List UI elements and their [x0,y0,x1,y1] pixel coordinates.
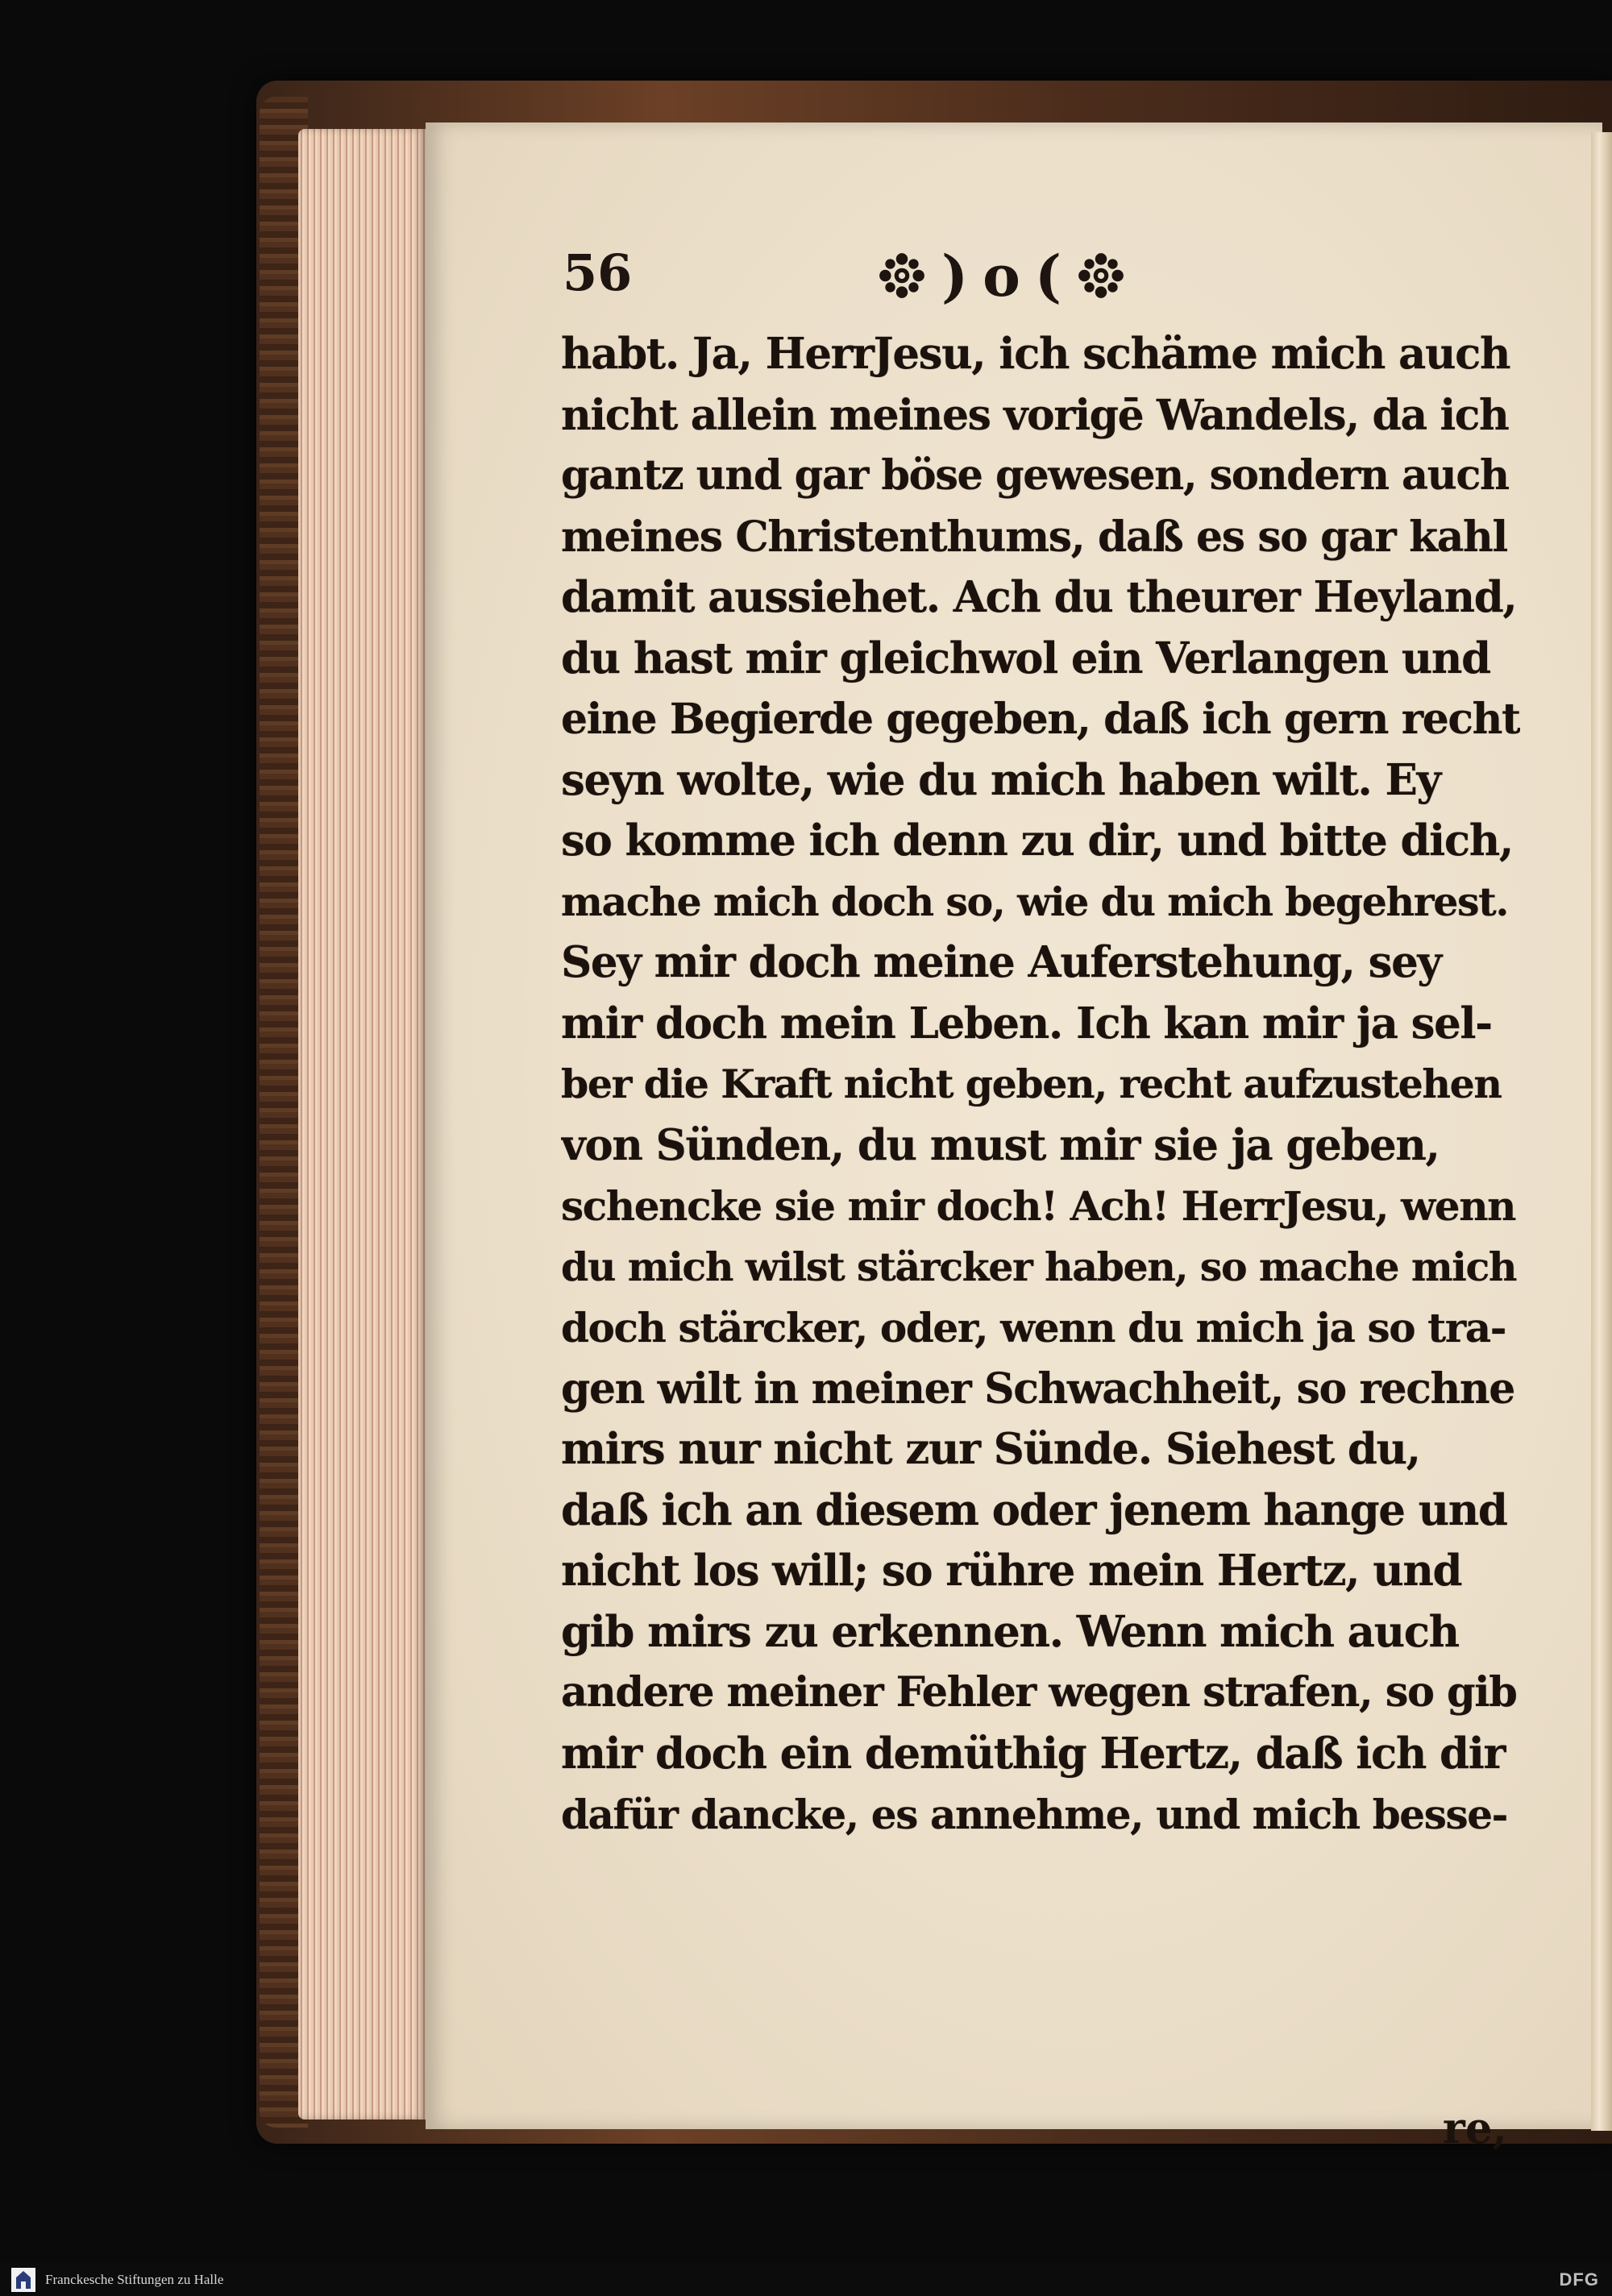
page-edges [298,129,426,2120]
book [256,81,1612,2144]
text-line: nicht los will; so rühre mein Hertz, und [561,1546,1462,1596]
text-line: von Sünden, du must mir sie ja geben, [561,1119,1440,1170]
text-line: gib mirs zu erkennen. Wenn mich auch [561,1606,1459,1657]
text-line: du hast mir gleichwol ein Verlangen und [561,633,1490,683]
text-line: doch stärcker, oder, wenn du mich ja so tra- [561,1304,1506,1351]
text-line: seyn wolte, wie du mich haben wilt. Ey [561,754,1440,805]
book-page [426,122,1602,2129]
text-line: eine Begierde gegeben, daß ich gern recht [561,695,1520,744]
text-line: meines Christenthums, daß es so gar kahl [561,512,1507,562]
ornament-circle: o [983,242,1020,309]
dfg-logo: DFG [1559,2269,1599,2290]
text-line: damit aussiehet. Ach du theurer Heyland, [561,572,1517,622]
flower-ornament-icon [1076,251,1126,301]
facing-page-edge [1591,132,1612,2131]
ornament-paren-left: ) [941,242,969,309]
text-line: du mich wilst stärcker haben, so mache mich [561,1243,1517,1290]
text-line: mache mich doch so, wie du mich begehrest. [561,878,1509,925]
catchword: re, [1442,2103,1507,2153]
text-line: daß ich an diesem oder jenem hange und [561,1484,1507,1535]
body-text [561,324,1520,1846]
text-line: andere meiner Fehler wegen strafen, so gib [561,1668,1517,1717]
institution-name: Franckesche Stiftungen zu Halle [45,2271,224,2287]
footer-bar [0,2263,1612,2296]
text-line: habt. Ja, HerrJesu, ich schäme mich auch [561,329,1510,379]
text-line: mir doch mein Leben. Ich kan mir ja sel- [561,998,1492,1048]
header-ornament [877,243,1126,308]
text-line: nicht allein meines vorigē Wandels, da ich [561,390,1509,440]
text-line: mirs nur nicht zur Sünde. Siehest du, [561,1424,1420,1474]
ornament-paren-right: ( [1034,242,1062,309]
institution-logo-icon [11,2268,35,2292]
text-line: so komme ich denn zu dir, und bitte dich, [561,816,1513,866]
text-line: gen wilt in meiner Schwachheit, so rechne [561,1364,1514,1414]
text-line: mir doch ein demüthig Hertz, daß ich dir [561,1728,1505,1779]
page-header [563,243,1514,308]
text-line: gantz und gar böse gewesen, sondern auch [561,451,1509,500]
flower-ornament-icon [877,251,927,301]
text-line: ber die Kraft nicht geben, recht aufzustehen [561,1061,1502,1107]
text-line: dafür dancke, es annehme, und mich besse- [561,1791,1507,1838]
text-line: schencke sie mir doch! Ach! HerrJesu, wenn [561,1182,1516,1230]
text-line: Sey mir doch meine Auferstehung, sey [561,937,1441,987]
page-number: 56 [563,243,633,302]
